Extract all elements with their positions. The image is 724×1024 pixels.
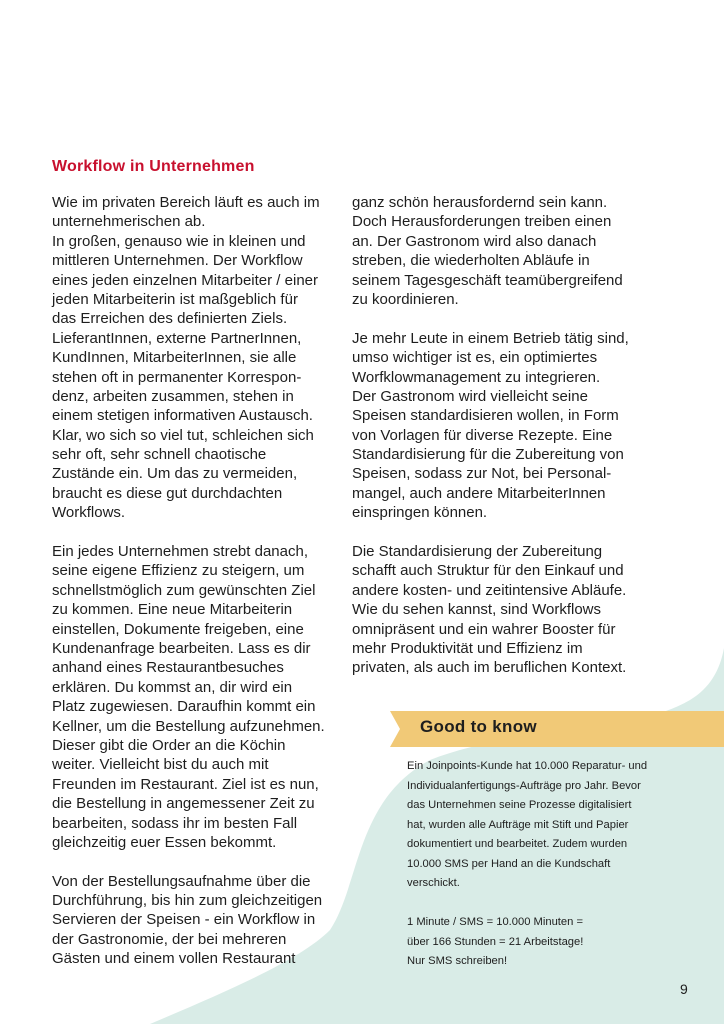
text-line: einstellen, Dokumente freigeben, eine <box>52 620 304 638</box>
info-line: verschickt. <box>407 877 460 889</box>
text-line: sehr oft, sehr schnell chaotische <box>52 446 267 464</box>
text-line: der Gastronomie, der bei mehreren <box>52 930 287 948</box>
text-line: seine eigene Effizienz zu steigern, um <box>52 562 305 580</box>
info-line: Nur SMS schreiben! <box>407 955 508 967</box>
text-line: Zustände ein. Um das zu vermeiden, <box>52 465 298 483</box>
info-line: dokumentiert und bearbeitet. Zudem wurden <box>407 838 628 850</box>
text-line: einspringen können. <box>352 504 488 522</box>
paragraph-gap <box>352 523 644 542</box>
text-line: Speisen standardisieren wollen, in Form <box>352 407 619 425</box>
info-line: Ein Joinpoints-Kunde hat 10.000 Reparatur- und <box>407 760 648 772</box>
text-line: Workflows. <box>52 504 126 522</box>
text-line: bearbeiten, sodass ihr im besten Fall <box>52 814 298 832</box>
page-number: 9 <box>680 981 688 997</box>
text-line: schafft auch Struktur für den Einkauf und <box>352 562 624 580</box>
text-line: Kellner, um die Bestellung aufzunehmen. <box>52 717 325 735</box>
text-line: Standardisierung für die Zubereitung von <box>352 446 624 464</box>
text-line: das Erreichen des definierten Ziels. <box>52 310 288 328</box>
text-line: mittleren Unternehmen. Der Workflow <box>52 252 303 270</box>
text-line: braucht es diese gut durchdachten <box>52 484 283 502</box>
text-line: privaten, als auch im beruflichen Kontext. <box>352 659 627 677</box>
text-line: Dieser gibt die Order an die Köchin <box>52 736 286 754</box>
right-text-column <box>352 193 644 678</box>
paragraph-gap <box>52 523 342 542</box>
text-line: einem stetigen informativen Austausch. <box>52 407 313 425</box>
text-line: Servieren der Speisen - ein Workflow in <box>52 911 316 929</box>
text-line: Die Standardisierung der Zubereitung <box>352 543 603 561</box>
text-line: jeden Mitarbeiterin ist maßgeblich für <box>52 290 298 308</box>
left-text-column <box>52 193 342 969</box>
text-line: Freunden im Restaurant. Ziel ist es nun, <box>52 775 319 793</box>
text-line: ganz schön herausfordernd sein kann. <box>352 194 608 211</box>
text-line: Klar, wo sich so viel tut, schleichen sich <box>52 426 314 444</box>
text-line: stehen oft in permanenter Korrespon- <box>52 368 302 386</box>
text-line: zu kommen. Eine neue Mitarbeiterin <box>52 601 293 619</box>
text-line: erklären. Du kommst an, dir wird ein <box>52 678 293 696</box>
good-to-know-title: Good to know <box>420 717 537 736</box>
text-line: zu koordinieren. <box>352 290 459 308</box>
text-line: KundInnen, MitarbeiterInnen, sie alle <box>52 349 297 367</box>
text-line: eines jeden einzelnen Mitarbeiter / einer <box>52 271 318 289</box>
text-line: Durchführung, bis hin zum gleichzeitigen <box>52 892 323 910</box>
text-line: andere kosten- und zeitintensive Abläufe. <box>352 581 627 599</box>
text-line: die Bestellung in angemessener Zeit zu <box>52 795 315 813</box>
info-line: Individualanfertigungs-Aufträge pro Jahr. Bevor <box>407 779 641 792</box>
paragraph-gap <box>352 309 644 328</box>
info-line: über 166 Stunden = 21 Arbeitstage! <box>407 935 584 948</box>
text-line: Von der Bestellungsaufnahme über die <box>52 872 311 890</box>
text-line: schnellstmöglich zum gewünschten Ziel <box>52 581 316 599</box>
text-line: denz, arbeiten zusammen, stehen in <box>52 387 294 405</box>
text-line: umso wichtiger ist es, ein optimiertes <box>352 349 598 367</box>
text-line: Platz zugewiesen. Daraufhin kommt ein <box>52 698 316 716</box>
good-to-know-body <box>407 757 677 972</box>
section-heading: Workflow in Unternehmen <box>52 158 255 175</box>
info-line: das Unternehmen seine Prozesse digitalisiert <box>407 799 632 811</box>
text-line: weiter. Vielleicht bist du auch mit <box>52 756 269 774</box>
text-line: anhand eines Restaurantbesuches <box>52 659 284 677</box>
text-line: gleichzeitig euer Essen bekommt. <box>52 833 277 851</box>
text-line: Wie im privaten Bereich läuft es auch im <box>52 194 320 211</box>
text-line: Gästen und einem vollen Restaurant <box>52 950 296 968</box>
text-line: Der Gastronom wird vielleicht seine <box>352 387 588 405</box>
text-line: LieferantInnen, externe PartnerInnen, <box>52 329 302 347</box>
text-line: omnipräsent und ein wahrer Booster für <box>352 620 616 638</box>
text-line: Speisen, sodass zur Not, bei Personal- <box>352 465 612 483</box>
text-line: mehr Produktivität und Effizienz im <box>352 639 583 657</box>
text-line: seinem Tagesgeschäft teamübergreifend <box>352 271 623 289</box>
info-line: 10.000 SMS per Hand an die Kundschaft <box>407 857 611 870</box>
text-line: Je mehr Leute in einem Betrieb tätig sind, <box>352 329 629 347</box>
text-line: Worfklowmanagement zu integrieren. <box>352 368 601 386</box>
text-line: streben, die wiederholten Abläufe in <box>352 252 590 270</box>
paragraph-gap <box>52 852 342 871</box>
info-line: 1 Minute / SMS = 10.000 Minuten = <box>407 916 583 928</box>
text-line: an. Der Gastronom wird also danach <box>352 232 597 250</box>
text-line: mangel, auch andere MitarbeiterInnen <box>352 484 606 502</box>
paragraph-gap <box>407 894 677 914</box>
text-line: In großen, genauso wie in kleinen und <box>52 232 306 250</box>
text-line: unternehmerischen ab. <box>52 213 206 231</box>
text-line: Kundenanfrage bearbeiten. Lass es dir <box>52 639 311 657</box>
text-line: Wie du sehen kannst, sind Workflows <box>352 601 602 619</box>
text-line: Doch Herausforderungen treiben einen <box>352 213 612 231</box>
text-line: von Vorlagen für diverse Rezepte. Eine <box>352 426 613 444</box>
info-line: hat, wurden alle Aufträge mit Stift und Papier <box>407 818 629 831</box>
good-to-know-banner <box>390 711 724 747</box>
text-line: Ein jedes Unternehmen strebt danach, <box>52 543 308 561</box>
